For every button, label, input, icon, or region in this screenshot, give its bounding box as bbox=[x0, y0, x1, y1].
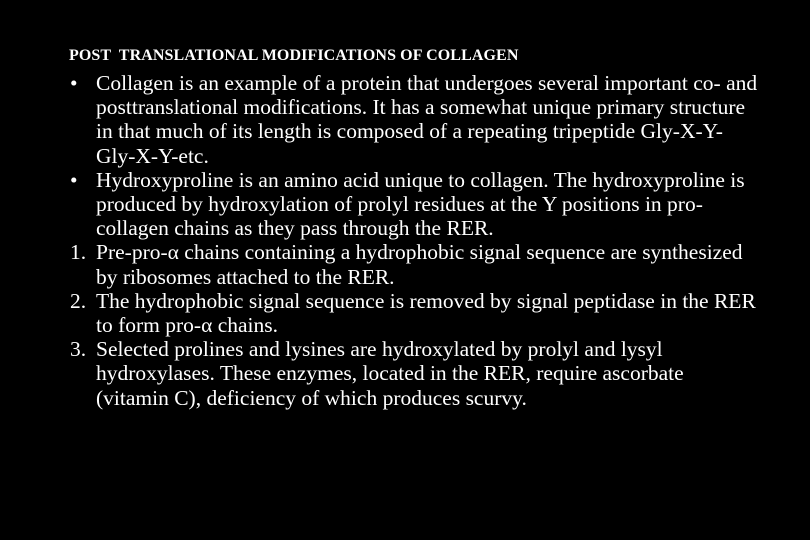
list-item-text: Hydroxyproline is an amino acid unique to collagen. The hydroxyproline is produced by hydroxylation of prolyl residues at the Y positions in pro-collagen chains as they pass through the RER. bbox=[96, 167, 745, 241]
list-item-step-2 bbox=[70, 289, 760, 337]
number-marker: 3. bbox=[70, 337, 87, 362]
list-item-step-1 bbox=[70, 240, 760, 288]
number-marker: 2. bbox=[70, 288, 87, 313]
list-item-step-3 bbox=[70, 337, 760, 410]
list-item-text: Collagen is an example of a protein that undergoes several important co- and posttranslational modifications. It has a somewhat unique primary structure in that much of its length is composed of a repeating tripeptide Gly-X-Y-Gly-X-Y-etc. bbox=[96, 71, 758, 168]
content-list bbox=[70, 71, 760, 410]
list-item-text: Selected prolines and lysines are hydroxylated by prolyl and lysyl hydroxylases. These enzymes, located in the RER, require ascorbate (vitamin C), deficiency of which produces scurvy. bbox=[96, 337, 684, 410]
list-item-text: Pre-pro-α chains containing a hydrophobic signal sequence are synthesized by ribosomes attached to the RER. bbox=[96, 240, 743, 289]
bullet-marker: • bbox=[70, 71, 78, 95]
list-item-bullet-2 bbox=[70, 168, 760, 241]
slide-title: POST TRANSLATIONAL MODIFICATIONS OF COLLAGEN bbox=[69, 47, 519, 64]
list-item-bullet-1 bbox=[70, 71, 760, 168]
bullet-marker: • bbox=[70, 167, 78, 192]
list-item-text: The hydrophobic signal sequence is removed by signal peptidase in the RER to form pro-α chains. bbox=[96, 288, 756, 338]
number-marker: 1. bbox=[70, 240, 87, 265]
